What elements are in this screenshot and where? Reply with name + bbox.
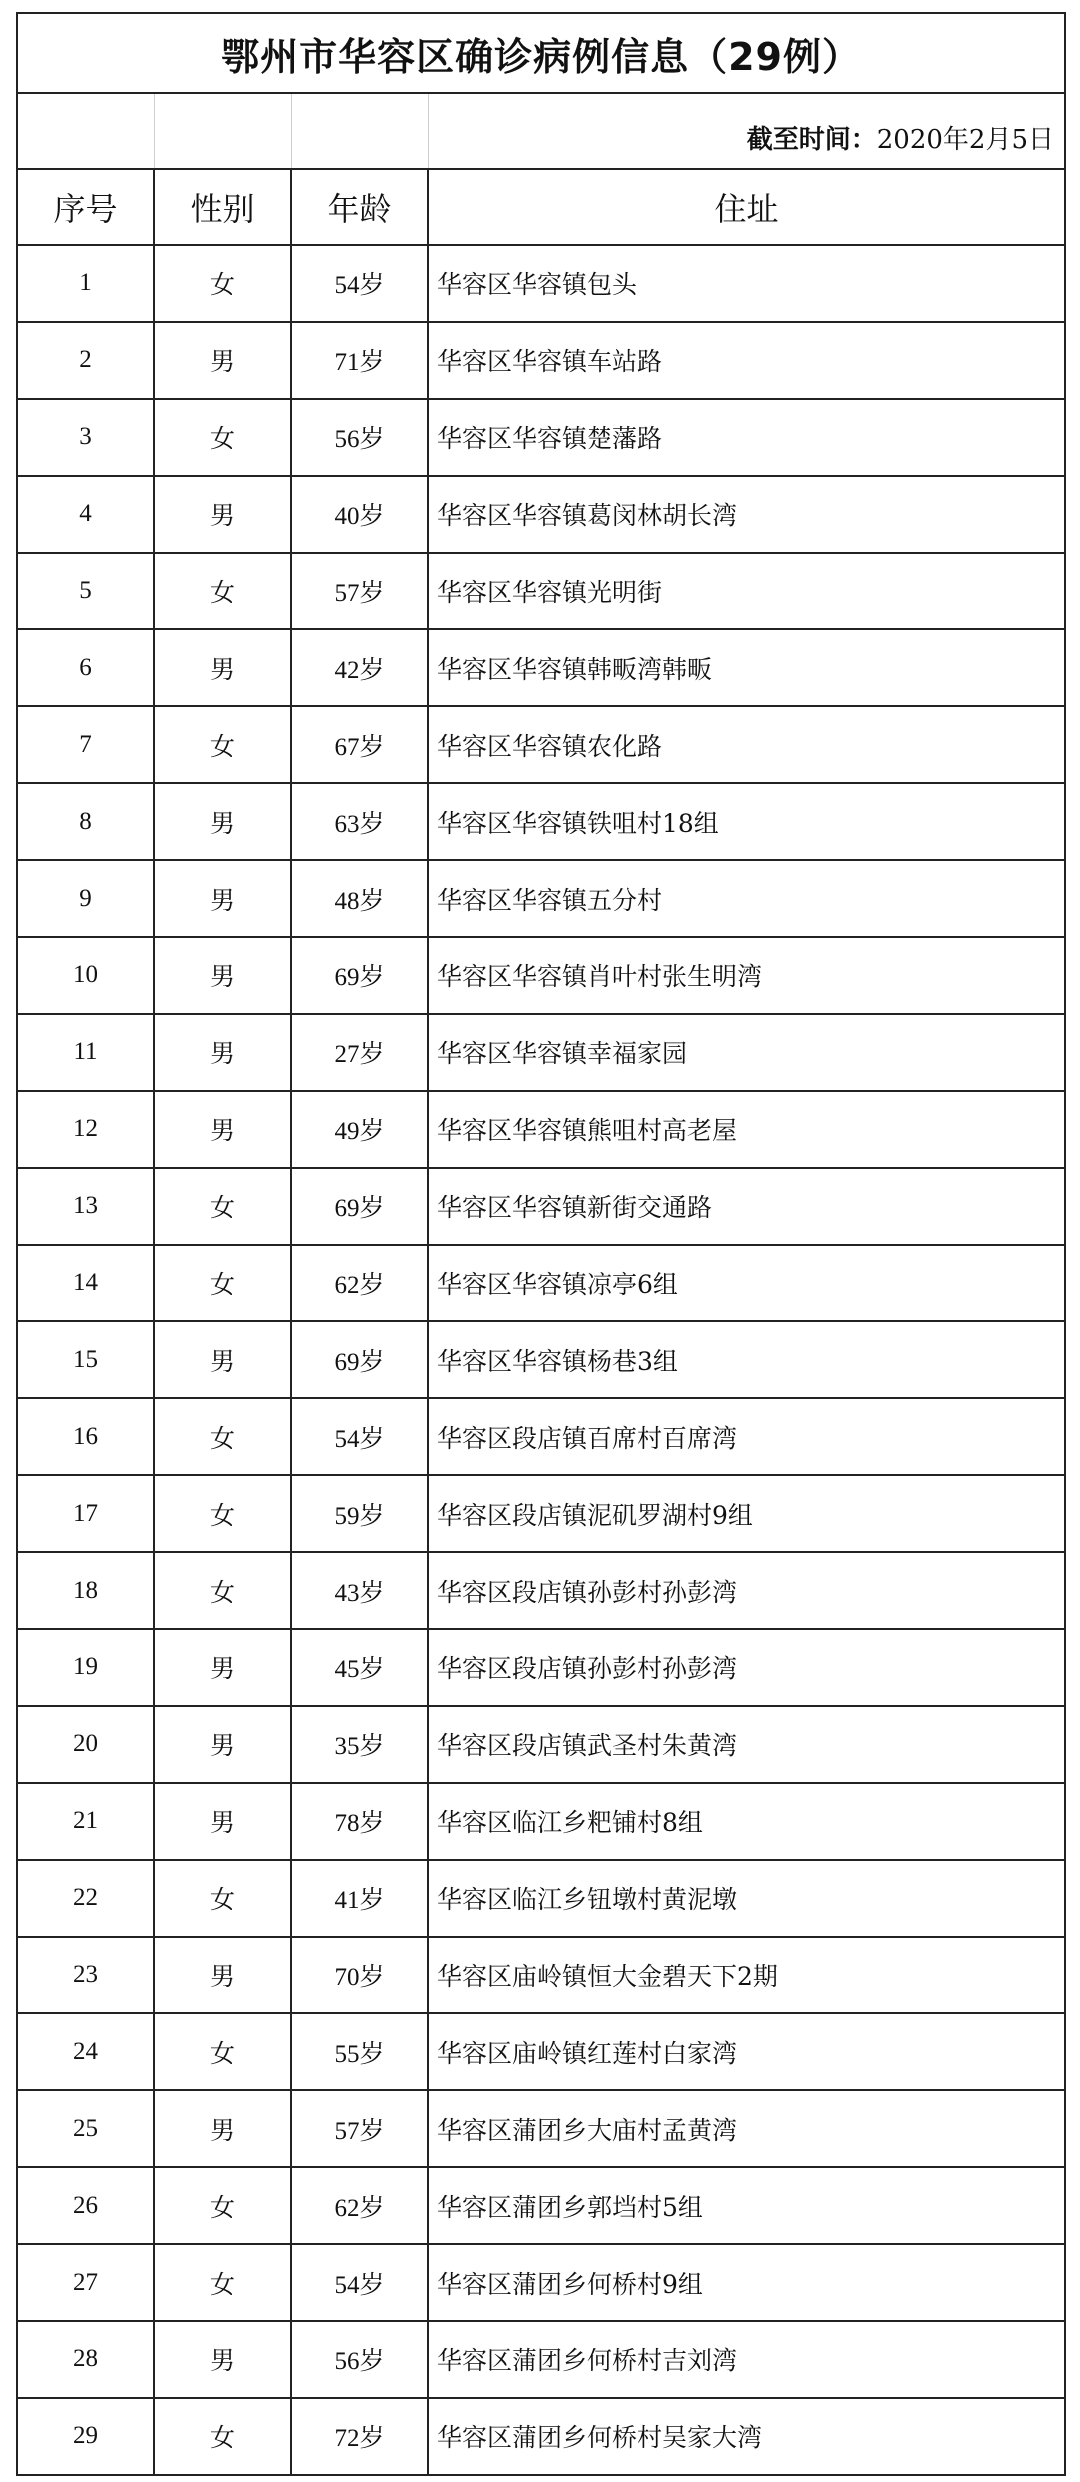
cell-gender: 女	[154, 1475, 291, 1552]
cell-age: 54岁	[291, 1398, 428, 1475]
blank-cell	[291, 93, 428, 169]
cell-address: 华容区华容镇杨巷3组	[428, 1321, 1065, 1398]
cell-age: 71岁	[291, 322, 428, 399]
cell-address: 华容区庙岭镇红莲村白家湾	[428, 2013, 1065, 2090]
cell-gender: 女	[154, 2398, 291, 2475]
cell-gender: 女	[154, 706, 291, 783]
cell-gender: 男	[154, 783, 291, 860]
cell-address: 华容区段店镇泥矶罗湖村9组	[428, 1475, 1065, 1552]
cell-gender: 男	[154, 322, 291, 399]
header-row	[17, 169, 1065, 245]
cell-no: 14	[17, 1245, 154, 1322]
cell-no: 8	[17, 783, 154, 860]
cell-gender: 男	[154, 476, 291, 553]
cell-age: 59岁	[291, 1475, 428, 1552]
cell-gender: 男	[154, 1091, 291, 1168]
cell-gender: 女	[154, 553, 291, 630]
cell-address: 华容区庙岭镇恒大金碧天下2期	[428, 1937, 1065, 2014]
cell-age: 42岁	[291, 629, 428, 706]
cell-age: 57岁	[291, 2090, 428, 2167]
cell-no: 9	[17, 860, 154, 937]
table-row	[17, 629, 1065, 706]
cell-address: 华容区华容镇包头	[428, 245, 1065, 322]
cell-no: 20	[17, 1706, 154, 1783]
as-of-cell	[428, 93, 1065, 169]
table-row	[17, 553, 1065, 630]
cell-age: 56岁	[291, 399, 428, 476]
cell-address: 华容区蒲团乡大庙村孟黄湾	[428, 2090, 1065, 2167]
header-gender: 性别	[154, 169, 291, 245]
cell-gender: 女	[154, 1552, 291, 1629]
cell-age: 35岁	[291, 1706, 428, 1783]
table-row	[17, 2398, 1065, 2475]
cell-age: 54岁	[291, 2244, 428, 2321]
cell-age: 70岁	[291, 1937, 428, 2014]
table-row	[17, 476, 1065, 553]
cell-age: 56岁	[291, 2321, 428, 2398]
cell-gender: 男	[154, 1937, 291, 2014]
table-row	[17, 2167, 1065, 2244]
table-row	[17, 1937, 1065, 2014]
cell-no: 7	[17, 706, 154, 783]
cell-no: 29	[17, 2398, 154, 2475]
cell-no: 27	[17, 2244, 154, 2321]
table-row	[17, 1475, 1065, 1552]
cell-address: 华容区段店镇孙彭村孙彭湾	[428, 1552, 1065, 1629]
cell-no: 25	[17, 2090, 154, 2167]
case-table	[16, 12, 1066, 2476]
cell-no: 13	[17, 1168, 154, 1245]
cell-gender: 女	[154, 399, 291, 476]
table-row	[17, 1783, 1065, 1860]
title-row	[17, 13, 1065, 93]
cell-age: 40岁	[291, 476, 428, 553]
header-age: 年龄	[291, 169, 428, 245]
cell-address: 华容区华容镇肖叶村张生明湾	[428, 937, 1065, 1014]
cell-age: 69岁	[291, 1168, 428, 1245]
table-row	[17, 1245, 1065, 1322]
cell-address: 华容区段店镇孙彭村孙彭湾	[428, 1629, 1065, 1706]
cell-address: 华容区华容镇铁咀村18组	[428, 783, 1065, 860]
cell-gender: 男	[154, 629, 291, 706]
cell-address: 华容区段店镇武圣村朱黄湾	[428, 1706, 1065, 1783]
cell-age: 55岁	[291, 2013, 428, 2090]
table-row	[17, 245, 1065, 322]
cell-no: 3	[17, 399, 154, 476]
cell-age: 48岁	[291, 860, 428, 937]
table-row	[17, 937, 1065, 1014]
cell-no: 2	[17, 322, 154, 399]
cell-age: 69岁	[291, 937, 428, 1014]
as-of-date: 2020年2月5日	[876, 125, 1055, 155]
table-row	[17, 1860, 1065, 1937]
table-row	[17, 1629, 1065, 1706]
cell-age: 54岁	[291, 245, 428, 322]
cell-no: 26	[17, 2167, 154, 2244]
table-row	[17, 1706, 1065, 1783]
as-of-row	[17, 93, 1065, 169]
cell-gender: 女	[154, 1860, 291, 1937]
cell-age: 57岁	[291, 553, 428, 630]
cell-no: 6	[17, 629, 154, 706]
as-of-label: 截至时间：	[746, 125, 877, 155]
cell-gender: 女	[154, 2013, 291, 2090]
cell-address: 华容区临江乡钮墩村黄泥墩	[428, 1860, 1065, 1937]
table-row	[17, 2321, 1065, 2398]
header-no: 序号	[17, 169, 154, 245]
cell-gender: 男	[154, 1629, 291, 1706]
cell-no: 21	[17, 1783, 154, 1860]
cell-gender: 女	[154, 1168, 291, 1245]
table-row	[17, 1398, 1065, 1475]
cell-address: 华容区蒲团乡何桥村9组	[428, 2244, 1065, 2321]
cell-gender: 男	[154, 1783, 291, 1860]
cell-no: 1	[17, 245, 154, 322]
cell-gender: 男	[154, 1706, 291, 1783]
cell-gender: 女	[154, 2167, 291, 2244]
cell-no: 5	[17, 553, 154, 630]
cell-gender: 男	[154, 2321, 291, 2398]
cell-age: 27岁	[291, 1014, 428, 1091]
cell-age: 43岁	[291, 1552, 428, 1629]
cell-no: 16	[17, 1398, 154, 1475]
cell-address: 华容区蒲团乡何桥村吴家大湾	[428, 2398, 1065, 2475]
cell-age: 45岁	[291, 1629, 428, 1706]
table-row	[17, 2244, 1065, 2321]
cell-age: 63岁	[291, 783, 428, 860]
table-row	[17, 860, 1065, 937]
cell-no: 4	[17, 476, 154, 553]
table-row	[17, 399, 1065, 476]
table-row	[17, 322, 1065, 399]
table-row	[17, 1321, 1065, 1398]
cell-age: 49岁	[291, 1091, 428, 1168]
cell-address: 华容区华容镇熊咀村高老屋	[428, 1091, 1065, 1168]
table-row	[17, 783, 1065, 860]
cell-address: 华容区华容镇楚藩路	[428, 399, 1065, 476]
cell-gender: 女	[154, 245, 291, 322]
cell-address: 华容区华容镇韩畈湾韩畈	[428, 629, 1065, 706]
cell-address: 华容区华容镇五分村	[428, 860, 1065, 937]
cell-age: 62岁	[291, 2167, 428, 2244]
cell-no: 28	[17, 2321, 154, 2398]
header-address: 住址	[428, 169, 1065, 245]
cell-address: 华容区华容镇葛闵林胡长湾	[428, 476, 1065, 553]
cell-address: 华容区华容镇农化路	[428, 706, 1065, 783]
blank-cell	[17, 93, 154, 169]
cell-gender: 女	[154, 1245, 291, 1322]
cell-address: 华容区华容镇车站路	[428, 322, 1065, 399]
table-row	[17, 1091, 1065, 1168]
cell-no: 10	[17, 937, 154, 1014]
table-row	[17, 1552, 1065, 1629]
cell-no: 12	[17, 1091, 154, 1168]
table-row	[17, 2090, 1065, 2167]
cell-no: 24	[17, 2013, 154, 2090]
cell-gender: 男	[154, 937, 291, 1014]
cell-address: 华容区华容镇幸福家园	[428, 1014, 1065, 1091]
cell-address: 华容区华容镇光明街	[428, 553, 1065, 630]
cell-address: 华容区华容镇凉亭6组	[428, 1245, 1065, 1322]
cell-gender: 女	[154, 1398, 291, 1475]
cell-no: 19	[17, 1629, 154, 1706]
table-row	[17, 2013, 1065, 2090]
cell-address: 华容区临江乡粑铺村8组	[428, 1783, 1065, 1860]
cell-no: 17	[17, 1475, 154, 1552]
cell-gender: 男	[154, 2090, 291, 2167]
cell-address: 华容区段店镇百席村百席湾	[428, 1398, 1065, 1475]
cell-gender: 女	[154, 2244, 291, 2321]
cell-age: 62岁	[291, 1245, 428, 1322]
cell-age: 78岁	[291, 1783, 428, 1860]
cell-no: 11	[17, 1014, 154, 1091]
cell-no: 15	[17, 1321, 154, 1398]
blank-cell	[154, 93, 291, 169]
cell-gender: 男	[154, 1321, 291, 1398]
table-row	[17, 706, 1065, 783]
table-row	[17, 1168, 1065, 1245]
cell-age: 69岁	[291, 1321, 428, 1398]
cell-no: 18	[17, 1552, 154, 1629]
cell-no: 22	[17, 1860, 154, 1937]
cell-no: 23	[17, 1937, 154, 2014]
table-row	[17, 1014, 1065, 1091]
cell-gender: 男	[154, 860, 291, 937]
cell-address: 华容区华容镇新街交通路	[428, 1168, 1065, 1245]
cell-address: 华容区蒲团乡何桥村吉刘湾	[428, 2321, 1065, 2398]
cell-age: 67岁	[291, 706, 428, 783]
page-title: 鄂州市华容区确诊病例信息（29例）	[17, 13, 1065, 93]
cell-address: 华容区蒲团乡郭垱村5组	[428, 2167, 1065, 2244]
cell-gender: 男	[154, 1014, 291, 1091]
cell-age: 41岁	[291, 1860, 428, 1937]
cell-age: 72岁	[291, 2398, 428, 2475]
